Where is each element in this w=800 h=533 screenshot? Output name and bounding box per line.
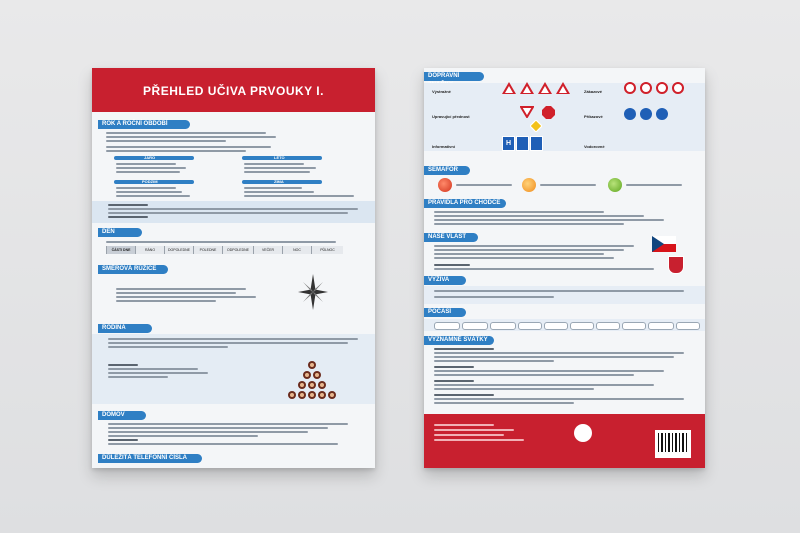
orange-light-icon [522,178,536,192]
prohibition-sign-icon [672,82,684,94]
section-our-country: NAŠE VLAST [424,233,478,242]
section-family: RODINA [98,324,152,333]
stop-sign-icon [542,106,555,119]
section-year-seasons: ROK A ROČNÍ OBDOBÍ [98,120,190,129]
publisher-logo [574,424,592,442]
season-winter: ZIMA [274,179,284,184]
warning-sign-icon [556,82,570,94]
section-holidays: VÝZNAMNÉ SVÁTKY [424,336,494,345]
day-morning: RÁNO [135,246,164,254]
warning-sign-icon [538,82,552,94]
info-sign-icon [530,136,543,151]
section-traffic-lights: SEMAFOR [424,166,470,175]
czech-flag-icon [652,236,676,252]
section-nutrition: VÝŽIVA [424,276,466,285]
footer-banner [424,414,705,468]
day-evening: VEČER [253,246,282,254]
prohibition-sign-icon [656,82,668,94]
sheet-header [92,68,375,112]
warning-sign-icon [520,82,534,94]
prvouka-reverse-sheet [424,68,705,468]
give-way-sign-icon [520,106,534,118]
label-information-signs: Informativní [432,144,455,149]
day-forenoon: DOPOLEDNE [164,246,193,254]
green-light-icon [608,178,622,192]
section-day: DEN [98,228,142,237]
mandatory-sign-icon [656,108,668,120]
label-prohibition-signs: Zákazové [584,89,603,94]
day-parts-header: ČÁSTI DNE [106,246,135,254]
day-noon: POLEDNE [193,246,222,254]
compass-rose-icon [297,272,329,312]
label-mandatory-signs: Příkazové [584,114,603,119]
hospital-sign-icon: H [502,136,515,151]
day-midnight: PŮLNOC [311,246,343,254]
section-compass: SMĚROVÁ RŮŽICE [98,265,168,274]
priority-road-sign-icon [530,120,542,132]
day-night: NOC [282,246,311,254]
section-pedestrian-rules: PRAVIDLA PRO CHODCE [424,199,506,208]
prohibition-sign-icon [640,82,652,94]
warning-sign-icon [502,82,516,94]
coat-of-arms-icon [668,256,684,274]
label-priority-signs: Upravující přednost [432,114,470,119]
prohibition-sign-icon [624,82,636,94]
label-road-markings: Vodorovné [584,144,605,149]
season-autumn: PODZIM [142,179,158,184]
section-phone-numbers: DŮLEŽITÁ TELEFONNÍ ČÍSLA [98,454,202,463]
season-summer: LÉTO [274,155,285,160]
mandatory-sign-icon [640,108,652,120]
season-spring: JARO [144,155,156,160]
mandatory-sign-icon [624,108,636,120]
prvouka-overview-sheet [92,68,375,468]
label-warning-signs: Výstražné [432,89,451,94]
barcode [655,430,691,458]
info-sign-icon [516,136,529,151]
red-light-icon [438,178,452,192]
section-traffic-signs: DOPRAVNÍ [424,72,484,81]
sheet-title: PŘEHLED UČIVA PRVOUKY I. [143,84,324,98]
section-weather: POČASÍ [424,308,466,317]
weather-symbols-row [424,319,705,331]
section-home: DOMOV [98,411,146,420]
day-parts-table [106,246,342,254]
day-afternoon: ODPOLEDNE [222,246,253,254]
